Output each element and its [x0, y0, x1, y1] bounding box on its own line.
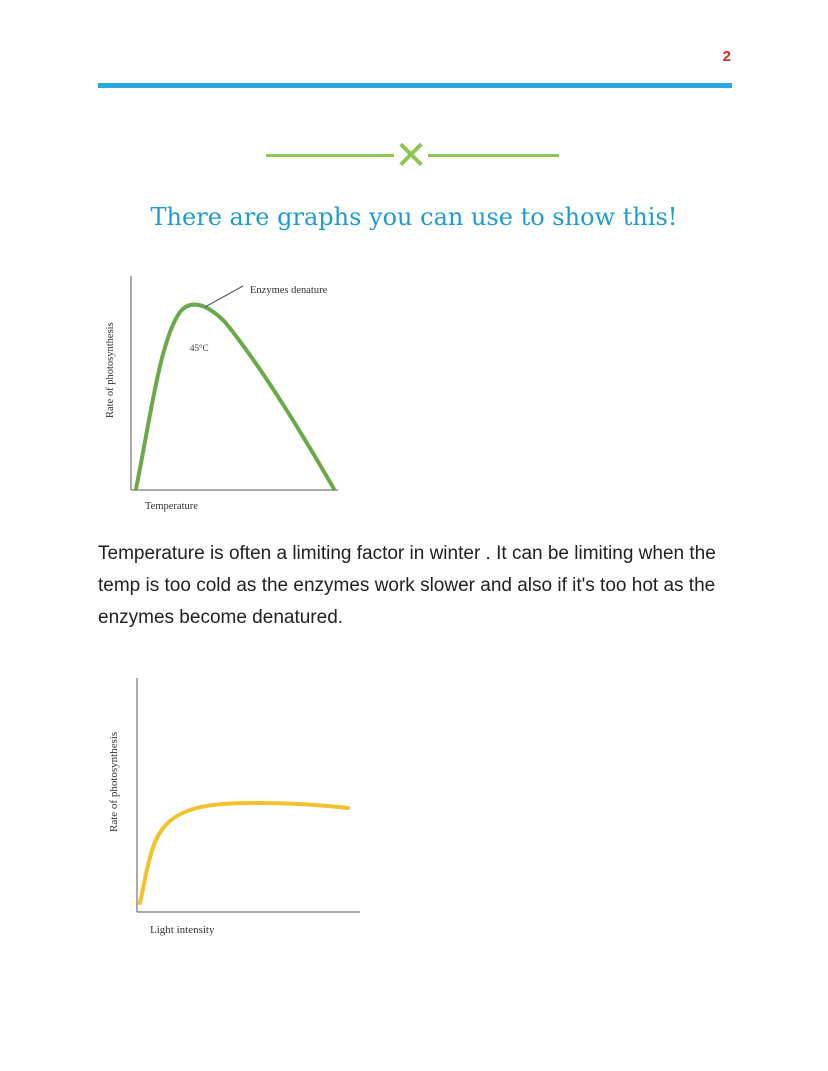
temperature-curve [136, 305, 334, 489]
body-paragraph: Temperature is often a limiting factor in winter . It can be limiting when the temp is too cold as the enzymes work slower and also if it's too hot as the enzymes become denatured. [98, 543, 716, 628]
annotation-pointer-line [205, 286, 243, 307]
divider-line-left [266, 154, 394, 157]
light-chart-y-label: Rate of photosynthesis [108, 731, 120, 832]
section-heading: There are graphs you can use to show this! [150, 203, 678, 231]
light-intensity-curve [140, 803, 348, 903]
header-rule [98, 83, 732, 88]
temperature-chart-y-label: Rate of photosynthesis [105, 322, 116, 418]
page-number: 2 [722, 48, 731, 65]
light-chart-x-label: Light intensity [150, 924, 215, 936]
temperature-chart-x-label: Temperature [145, 501, 198, 512]
cross-icon: ✕ [394, 133, 428, 179]
annotation-peak-temp: 45°C [190, 343, 209, 353]
annotation-enzymes-denature: Enzymes denature [250, 285, 328, 296]
divider-line-right [428, 154, 559, 157]
